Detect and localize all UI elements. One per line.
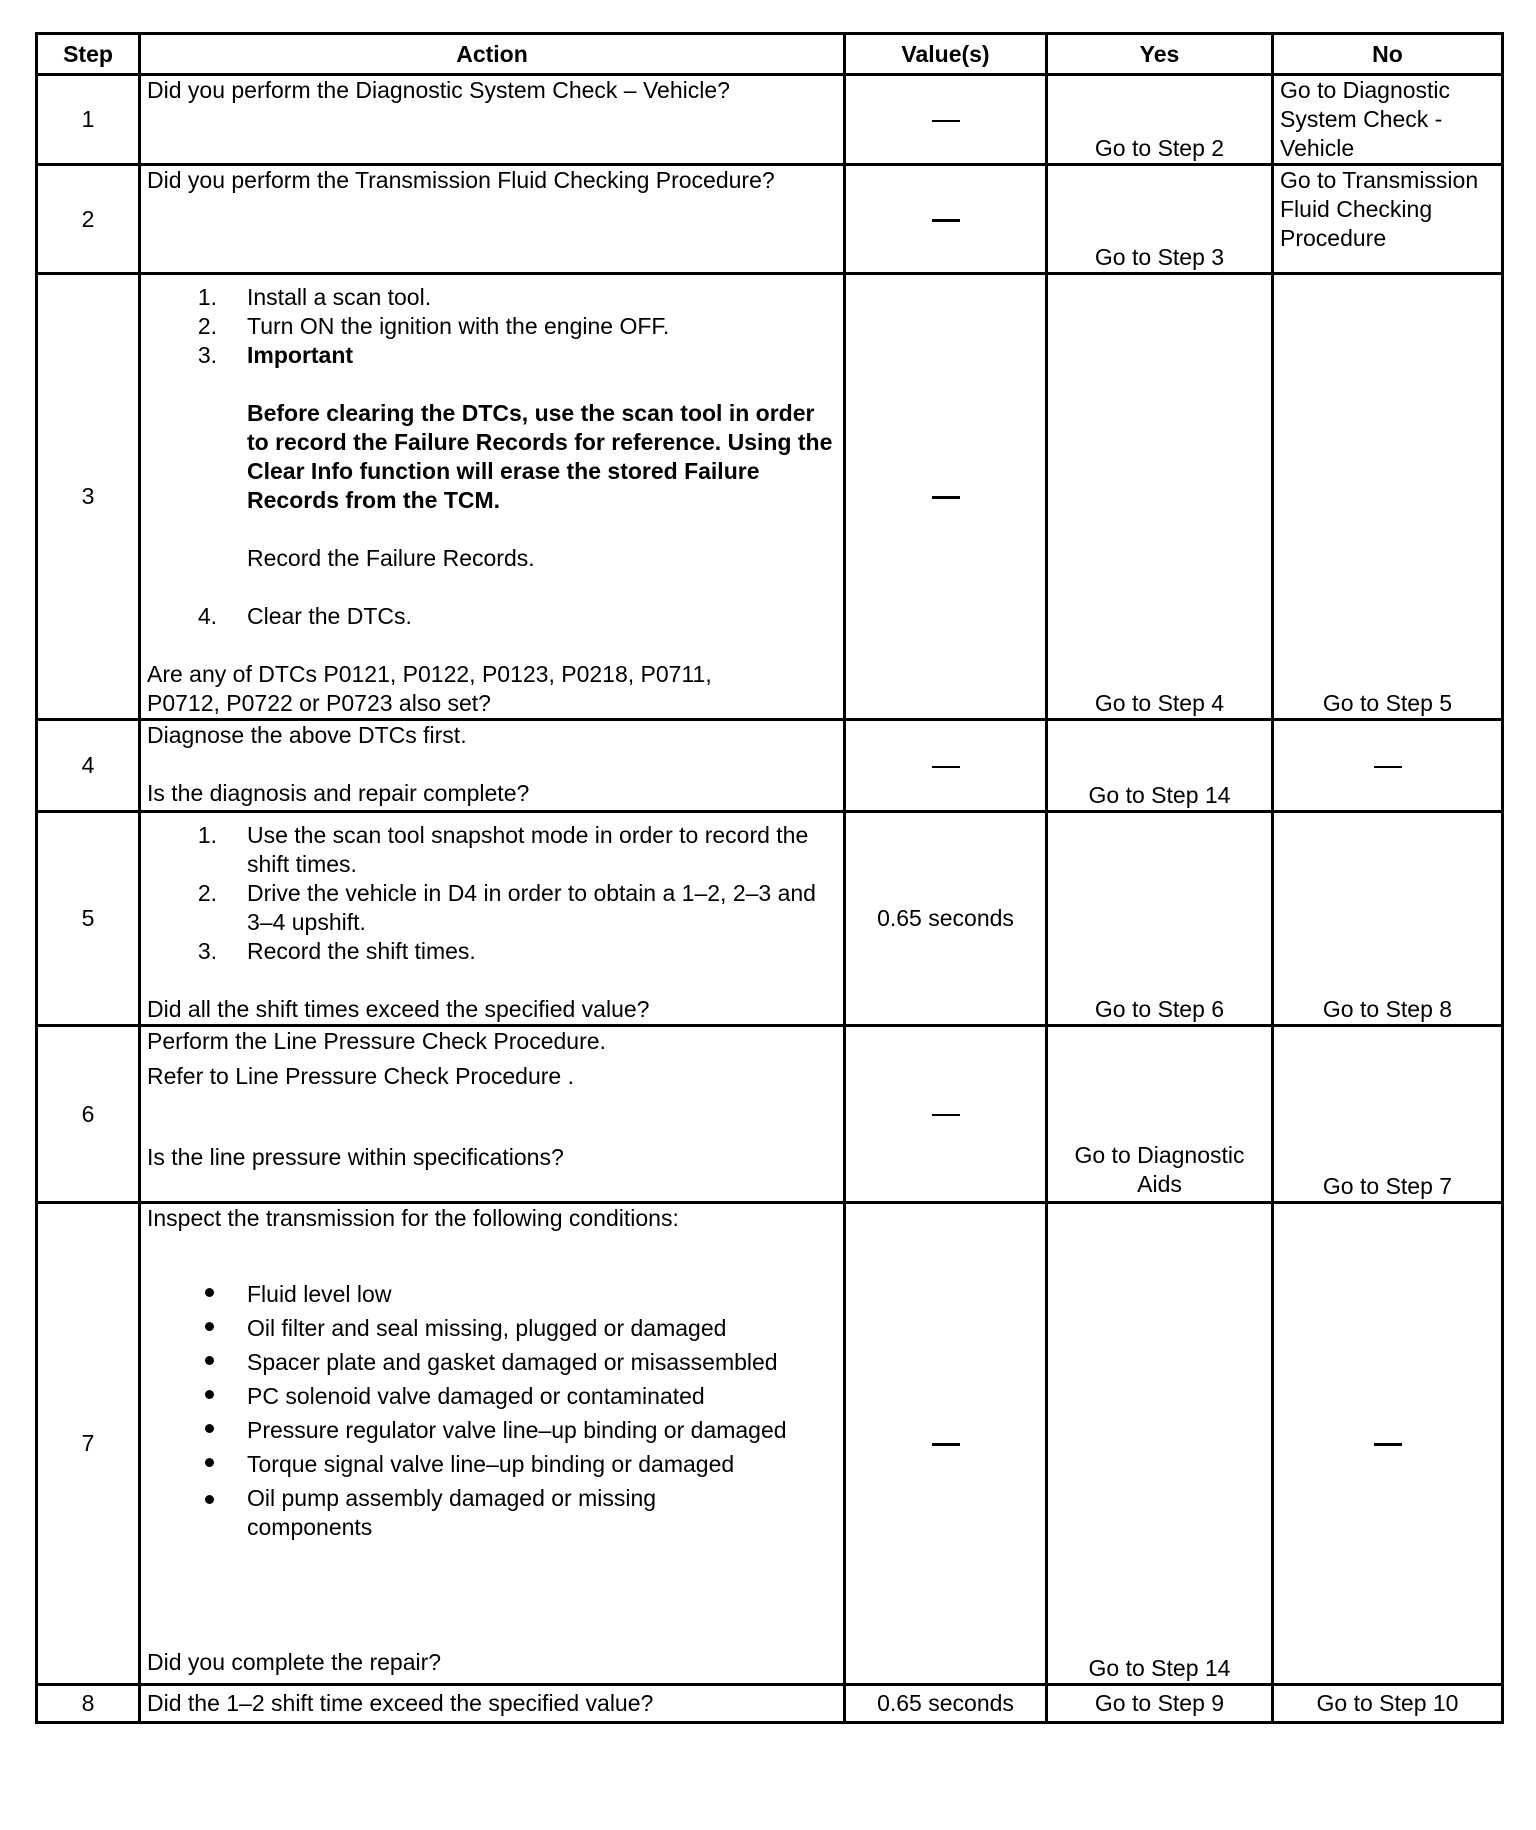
list-number: 1. bbox=[197, 822, 217, 848]
yes-cell: Go to Step 3 bbox=[1047, 165, 1273, 274]
list-item bbox=[147, 1345, 837, 1379]
list-number: 1. bbox=[197, 284, 217, 310]
list-number: 2. bbox=[197, 313, 217, 339]
list-text: Torque signal valve line–up binding or damaged bbox=[247, 1451, 735, 1477]
list-item bbox=[147, 1311, 837, 1345]
list-text: Record the shift times. bbox=[247, 938, 476, 964]
header-row bbox=[37, 34, 1503, 75]
bullet bbox=[147, 1447, 247, 1481]
list-number: 3. bbox=[197, 938, 217, 964]
no-dash bbox=[1374, 1443, 1402, 1446]
yes-cell: Go to Step 9 bbox=[1047, 1685, 1273, 1723]
question-text: Did all the shift times exceed the specified value? bbox=[147, 996, 650, 1022]
value-cell bbox=[845, 75, 1047, 165]
steps-list bbox=[147, 283, 837, 631]
no-cell: Go to Step 10 bbox=[1273, 1685, 1503, 1723]
bullet bbox=[147, 1277, 247, 1311]
list-item bbox=[147, 1277, 837, 1311]
list-text: Pressure regulator valve line–up binding or damaged bbox=[247, 1417, 787, 1443]
list-item bbox=[147, 937, 837, 966]
list-item bbox=[147, 602, 837, 631]
diagnostic-table bbox=[35, 32, 1504, 1724]
list-text: Spacer plate and gasket damaged or misassembled bbox=[247, 1349, 778, 1375]
list-text: Turn ON the ignition with the engine OFF. bbox=[247, 313, 670, 339]
refer-text: Refer to Line Pressure Check Procedure . bbox=[147, 1063, 574, 1089]
question-text bbox=[147, 660, 837, 718]
table-row bbox=[37, 1026, 1503, 1203]
bullet bbox=[147, 1484, 247, 1542]
no-cell: Go to Transmission Fluid Checking Procedure bbox=[1273, 165, 1503, 274]
value-cell bbox=[845, 274, 1047, 720]
bullet bbox=[147, 1345, 247, 1379]
value-cell: 0.65 seconds bbox=[845, 1685, 1047, 1723]
action-cell bbox=[140, 1203, 845, 1685]
action-text: Perform the Line Pressure Check Procedure. bbox=[147, 1028, 606, 1054]
yes-cell: Go to Diagnostic Aids bbox=[1047, 1026, 1273, 1203]
table-row bbox=[37, 1203, 1503, 1685]
value-cell: 0.65 seconds bbox=[845, 812, 1047, 1026]
no-cell: Go to Diagnostic System Check - Vehicle bbox=[1273, 75, 1503, 165]
list-text: Oil pump assembly damaged or missing components bbox=[247, 1485, 657, 1540]
value-dash bbox=[932, 1443, 960, 1446]
list-number: 2. bbox=[197, 880, 217, 906]
record-text: Record the Failure Records. bbox=[247, 545, 535, 571]
no-cell: Go to Step 7 bbox=[1273, 1026, 1503, 1203]
action-cell bbox=[140, 274, 845, 720]
bullet bbox=[147, 1413, 247, 1447]
value-dash bbox=[932, 1114, 960, 1116]
value-cell bbox=[845, 720, 1047, 812]
list-item bbox=[147, 341, 837, 370]
no-cell: Go to Step 5 bbox=[1273, 274, 1503, 720]
no-cell bbox=[1273, 1203, 1503, 1685]
value-cell bbox=[845, 165, 1047, 274]
action-cell bbox=[140, 720, 845, 812]
value-dash bbox=[932, 219, 960, 222]
list-item bbox=[147, 1484, 837, 1542]
yes-cell: Go to Step 14 bbox=[1047, 1203, 1273, 1685]
header-values: Value(s) bbox=[845, 34, 1047, 75]
no-cell bbox=[1273, 720, 1503, 812]
list-item bbox=[147, 821, 837, 879]
question-text: Is the line pressure within specifications? bbox=[147, 1144, 564, 1170]
table-row bbox=[37, 75, 1503, 165]
action-cell bbox=[140, 812, 845, 1026]
yes-cell: Go to Step 2 bbox=[1047, 75, 1273, 165]
record-note bbox=[147, 544, 837, 573]
important-text: Before clearing the DTCs, use the scan tool in order to record the Failure Records for reference. Using the Clear Info function will erase the stored Failure Records from the TCM. bbox=[247, 400, 833, 513]
list-number: 3. bbox=[197, 342, 217, 368]
action-text: Did the 1–2 shift time exceed the specified value? bbox=[140, 1685, 845, 1723]
header-step: Step bbox=[37, 34, 140, 75]
yes-cell: Go to Step 4 bbox=[1047, 274, 1273, 720]
list-item bbox=[147, 1379, 837, 1413]
value-dash bbox=[932, 766, 960, 768]
table-row bbox=[37, 1685, 1503, 1723]
step-number: 6 bbox=[37, 1026, 140, 1203]
list-text: Install a scan tool. bbox=[247, 284, 432, 310]
yes-cell: Go to Step 6 bbox=[1047, 812, 1273, 1026]
question-text: Is the diagnosis and repair complete? bbox=[147, 780, 530, 806]
steps-list bbox=[147, 821, 837, 966]
question-line: P0712, P0722 or P0723 also set? bbox=[147, 690, 491, 716]
important-note bbox=[147, 399, 837, 515]
bullet bbox=[147, 1379, 247, 1413]
value-dash bbox=[932, 496, 960, 499]
action-cell bbox=[140, 1026, 845, 1203]
action-text: Did you perform the Transmission Fluid Checking Procedure? bbox=[140, 165, 845, 274]
step-number: 8 bbox=[37, 1685, 140, 1723]
list-text: Fluid level low bbox=[247, 1281, 392, 1307]
step-number: 1 bbox=[37, 75, 140, 165]
list-text: Drive the vehicle in D4 in order to obtain a 1–2, 2–3 and 3–4 upshift. bbox=[247, 880, 816, 935]
action-text: Did you perform the Diagnostic System Check – Vehicle? bbox=[140, 75, 845, 165]
list-text: PC solenoid valve damaged or contaminated bbox=[247, 1383, 705, 1409]
step-number: 2 bbox=[37, 165, 140, 274]
list-item bbox=[147, 312, 837, 341]
value-cell bbox=[845, 1203, 1047, 1685]
action-text: Inspect the transmission for the following conditions: bbox=[147, 1205, 679, 1231]
list-item bbox=[147, 1413, 837, 1447]
conditions-list bbox=[147, 1277, 837, 1542]
list-item bbox=[147, 283, 837, 312]
action-text: Diagnose the above DTCs first. bbox=[147, 722, 467, 748]
question-line: Are any of DTCs P0121, P0122, P0123, P0218, P0711, bbox=[147, 661, 712, 687]
yes-cell: Go to Step 14 bbox=[1047, 720, 1273, 812]
list-number: 4. bbox=[197, 603, 217, 629]
header-no: No bbox=[1273, 34, 1503, 75]
step-number: 5 bbox=[37, 812, 140, 1026]
value-dash bbox=[932, 120, 960, 122]
no-dash bbox=[1374, 766, 1402, 768]
list-text: Oil filter and seal missing, plugged or damaged bbox=[247, 1315, 727, 1341]
header-action: Action bbox=[140, 34, 845, 75]
table-row bbox=[37, 812, 1503, 1026]
list-item bbox=[147, 1447, 837, 1481]
question-text: Did you complete the repair? bbox=[147, 1649, 442, 1675]
step-number: 3 bbox=[37, 274, 140, 720]
important-label: Important bbox=[247, 342, 354, 368]
header-yes: Yes bbox=[1047, 34, 1273, 75]
step-number: 7 bbox=[37, 1203, 140, 1685]
table-row bbox=[37, 720, 1503, 812]
table-row bbox=[37, 165, 1503, 274]
table-row bbox=[37, 274, 1503, 720]
bullet bbox=[147, 1311, 247, 1345]
no-cell: Go to Step 8 bbox=[1273, 812, 1503, 1026]
list-text: Clear the DTCs. bbox=[247, 603, 412, 629]
step-number: 4 bbox=[37, 720, 140, 812]
list-item bbox=[147, 879, 837, 937]
list-text: Use the scan tool snapshot mode in order to record the shift times. bbox=[247, 822, 809, 877]
value-cell bbox=[845, 1026, 1047, 1203]
